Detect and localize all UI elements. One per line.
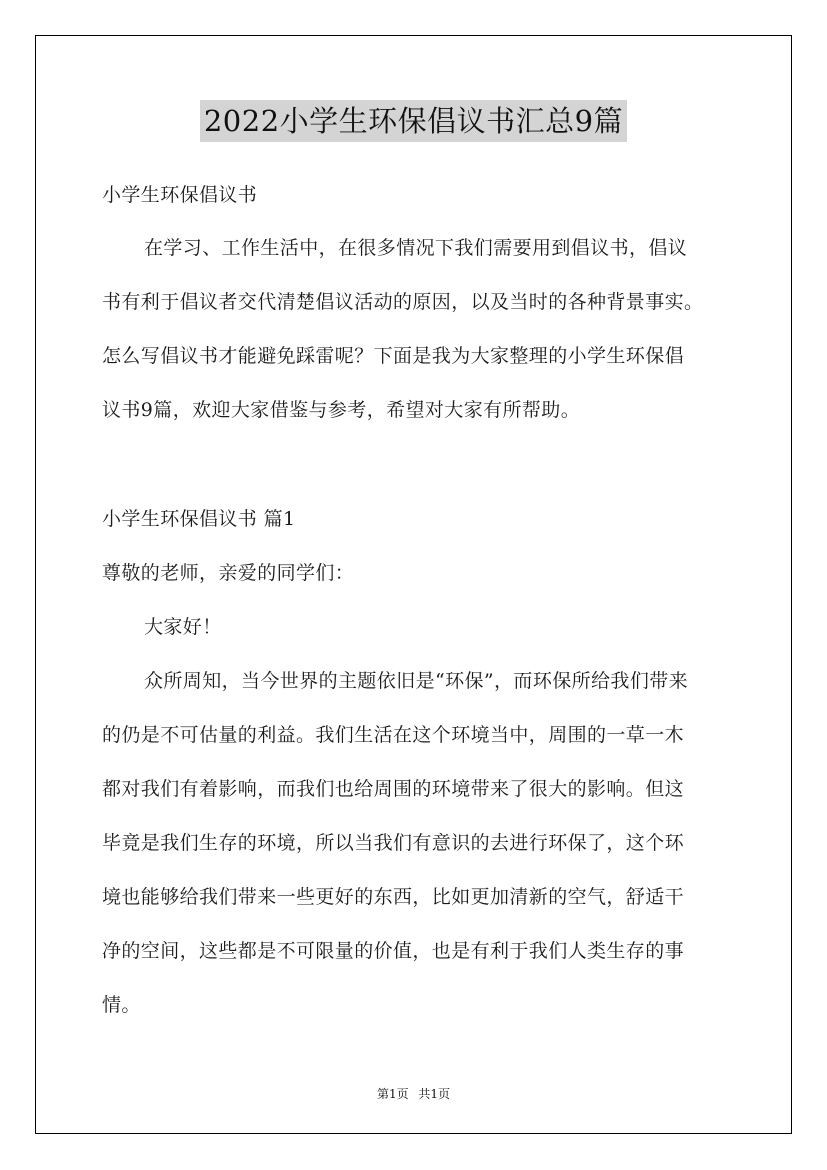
document-title: 2022小学生环保倡议书汇总9篇 — [200, 100, 627, 142]
salutation: 尊敬的老师，亲爱的同学们： — [102, 562, 355, 584]
paragraph-line: 毕竟是我们生存的环境，所以当我们有意识的去进行环保了，这个环 — [102, 832, 685, 854]
paragraph-line: 境也能够给我们带来一些更好的东西，比如更加清新的空气，舒适干 — [102, 886, 685, 908]
paragraph-line: 怎么写倡议书才能避免踩雷呢？下面是我为大家整理的小学生环保倡 — [102, 345, 685, 367]
paragraph-line: 书有利于倡议者交代清楚倡议活动的原因，以及当时的各种背景事实。 — [102, 291, 704, 313]
paragraph-line: 的仍是不可估量的利益。我们生活在这个环境当中，周围的一草一木 — [102, 724, 685, 746]
paragraph-line: 议书9篇，欢迎大家借鉴与参考，希望对大家有所帮助。 — [102, 399, 581, 421]
paragraph-line: 净的空间，这些都是不可限量的价值，也是有利于我们人类生存的事 — [102, 940, 685, 962]
section-heading: 小学生环保倡议书 — [102, 184, 258, 206]
paragraph-line: 众所周知，当今世界的主题依旧是“环保”，而环保所给我们带来 — [144, 670, 689, 692]
section-heading: 小学生环保倡议书 篇1 — [102, 508, 296, 530]
greeting: 大家好！ — [144, 616, 222, 638]
paragraph-line: 都对我们有着影响，而我们也给周围的环境带来了很大的影响。但这 — [102, 778, 685, 800]
title-container — [0, 100, 827, 142]
paragraph-line: 情。 — [102, 994, 141, 1016]
page-footer: 第1页 共1页 — [376, 1087, 451, 1101]
paragraph-line: 在学习、工作生活中，在很多情况下我们需要用到倡议书，倡议 — [144, 237, 688, 259]
